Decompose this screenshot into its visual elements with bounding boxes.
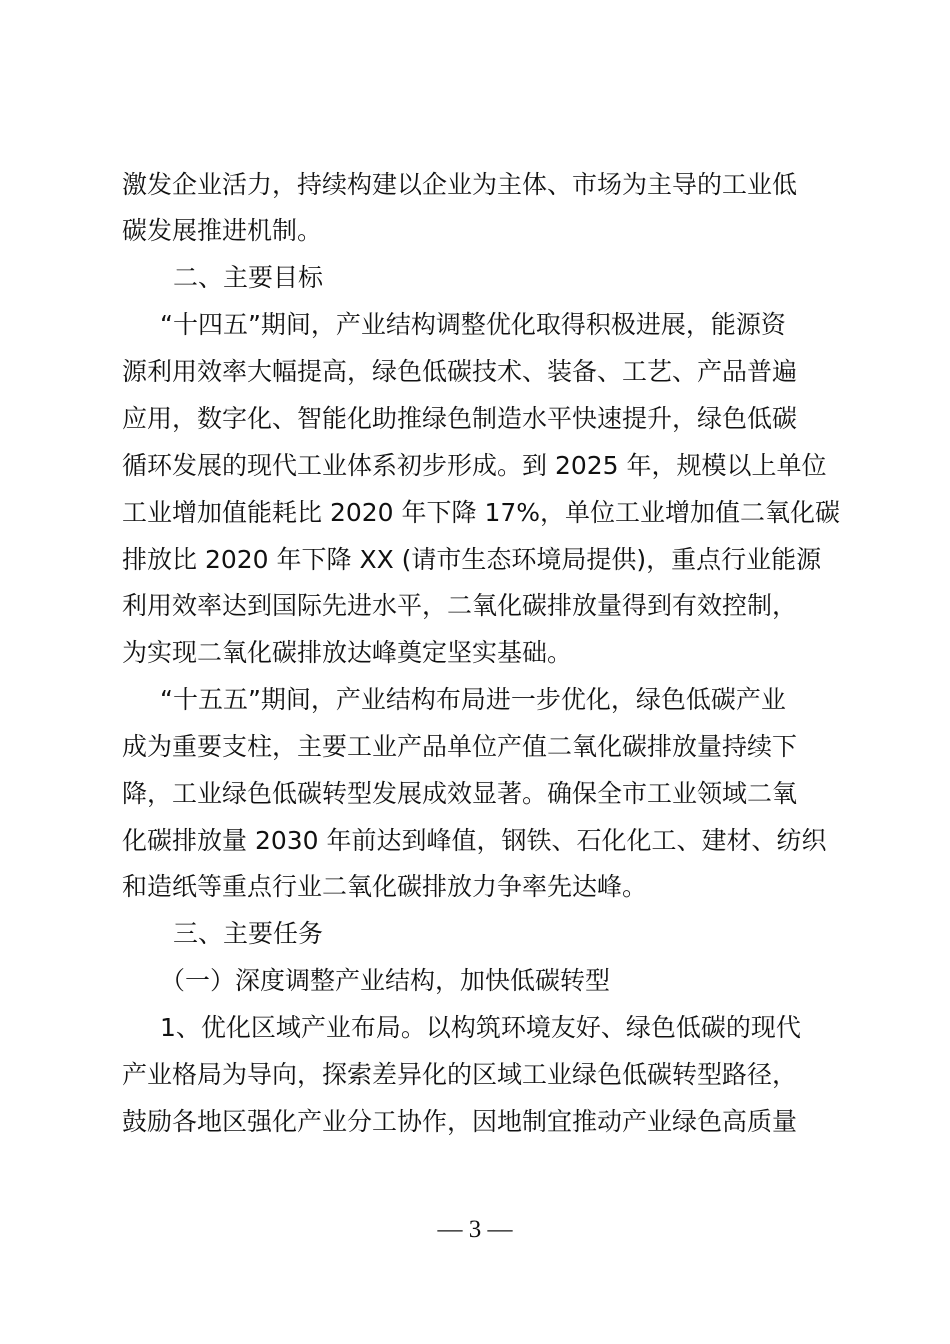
text-line: 为实现二氧化碳排放达峰奠定坚实基础。 <box>122 638 573 667</box>
paragraph-line <box>0 493 950 533</box>
text-line: “十五五”期间，产业结构布局进一步优化，绿色低碳产业 <box>160 685 786 714</box>
text-line: 碳发展推进机制。 <box>122 216 323 245</box>
heading-text: （一）深度调整产业结构，加快低碳转型 <box>160 966 611 995</box>
paragraph-line <box>0 1008 950 1048</box>
text-line: 降，工业绿色低碳转型发展成效显著。确保全市工业领域二氧 <box>122 779 798 808</box>
paragraph-line <box>0 540 950 580</box>
text-line: 利用效率达到国际先进水平，二氧化碳排放量得到有效控制， <box>122 591 798 620</box>
text-line: 和造纸等重点行业二氧化碳排放力争率先达峰。 <box>122 872 648 901</box>
paragraph-line <box>0 446 950 486</box>
paragraph-line <box>0 774 950 814</box>
paragraph-line <box>0 399 950 439</box>
text-line: 鼓励各地区强化产业分工协作，因地制宜推动产业绿色高质量 <box>122 1107 798 1136</box>
text-line: 应用，数字化、智能化助推绿色制造水平快速提升，绿色低碳 <box>122 404 798 433</box>
section-heading-main-goals <box>0 258 950 298</box>
heading-text: 二、主要目标 <box>173 263 324 292</box>
text-line: 1、优化区域产业布局。以构筑环境友好、绿色低碳的现代 <box>160 1013 801 1042</box>
heading-text: 三、主要任务 <box>173 919 324 948</box>
text-line: 激发企业活力，持续构建以企业为主体、市场为主导的工业低 <box>122 170 798 199</box>
text-line: 排放比 2020 年下降 XX (请市生态环境局提供)，重点行业能源 <box>122 545 822 574</box>
page-number: — 3 — <box>437 1216 513 1243</box>
paragraph-line <box>0 633 950 673</box>
paragraph-line <box>0 165 950 205</box>
text-line: “十四五”期间，产业结构调整优化取得积极进展，能源资 <box>160 310 786 339</box>
text-line: 化碳排放量 2030 年前达到峰值，钢铁、石化化工、建材、纺织 <box>122 826 827 855</box>
paragraph-line <box>0 821 950 861</box>
paragraph-line <box>0 1102 950 1142</box>
subsection-heading <box>0 961 950 1001</box>
paragraph-line <box>0 1055 950 1095</box>
paragraph-line <box>0 352 950 392</box>
paragraph-line <box>0 305 950 345</box>
text-line: 产业格局为导向，探索差异化的区域工业绿色低碳转型路径， <box>122 1060 798 1089</box>
section-heading-main-tasks <box>0 914 950 954</box>
paragraph-line <box>0 586 950 626</box>
text-line: 成为重要支柱，主要工业产品单位产值二氧化碳排放量持续下 <box>122 732 798 761</box>
paragraph-line <box>0 680 950 720</box>
paragraph-line <box>0 211 950 251</box>
text-line: 源利用效率大幅提高，绿色低碳技术、装备、工艺、产品普遍 <box>122 357 798 386</box>
text-line: 工业增加值能耗比 2020 年下降 17%，单位工业增加值二氧化碳 <box>122 498 841 527</box>
paragraph-line <box>0 867 950 907</box>
text-line: 循环发展的现代工业体系初步形成。到 2025 年，规模以上单位 <box>122 451 827 480</box>
paragraph-line <box>0 727 950 767</box>
